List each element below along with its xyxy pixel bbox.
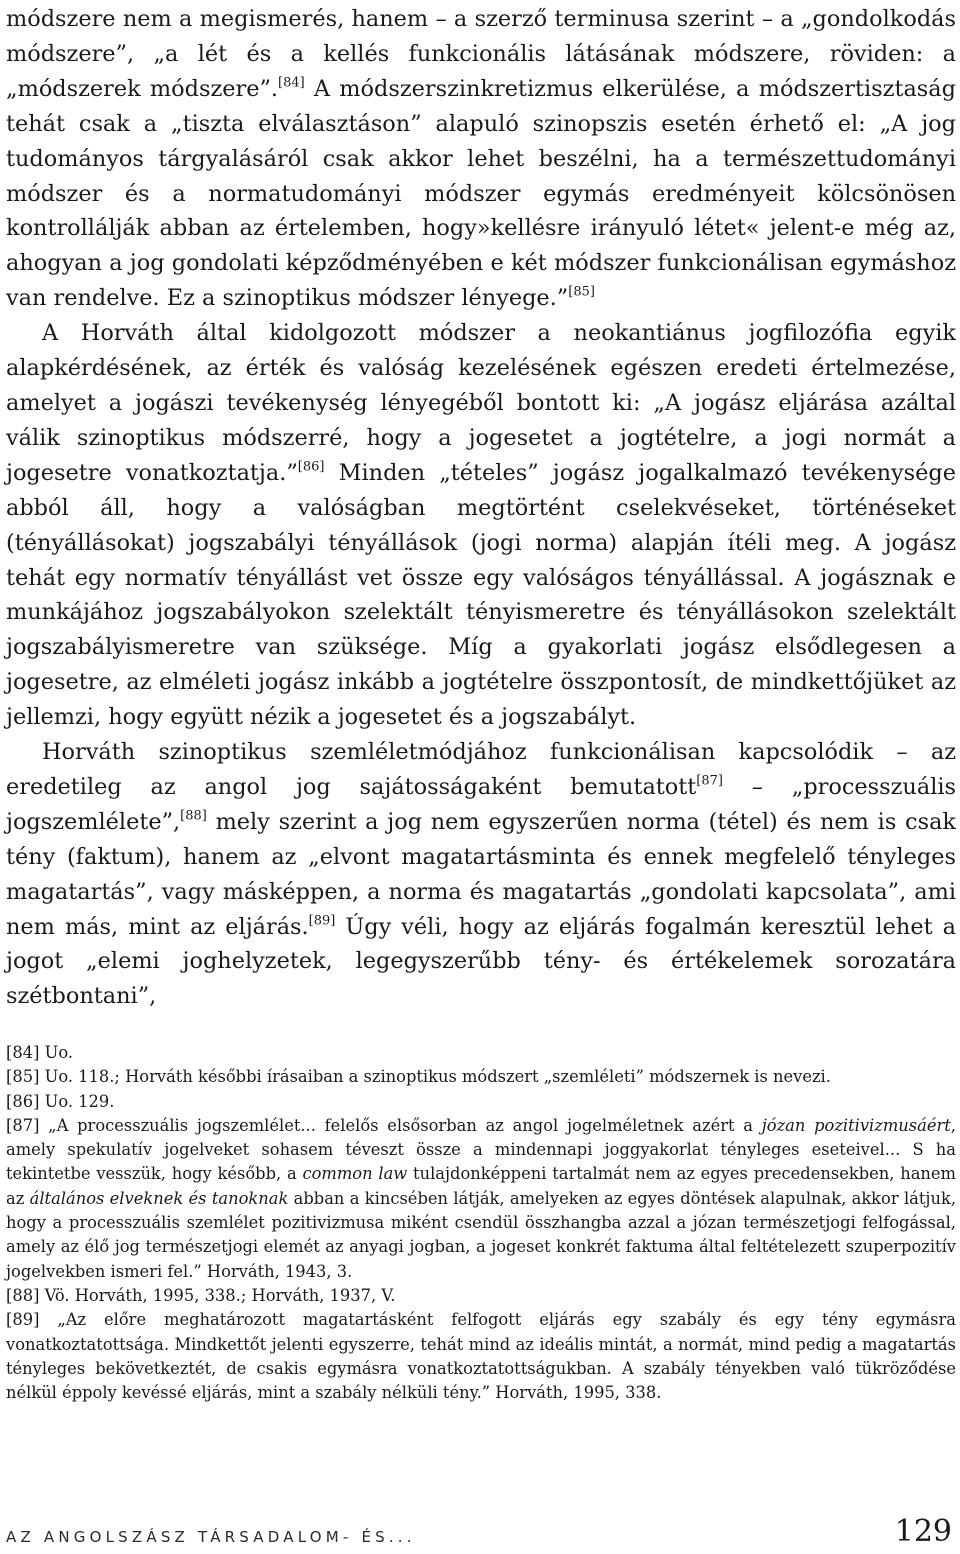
paragraph: Horváth szinoptikus szemléletmódjához funkcionálisan kapcsolódik – az eredetileg az angol jog sajátosságaként bemutatott[87] – „processzuális jogszemlélete”,[88] mely szerint a jog nem egyszerűen norma (tétel) és nem is csak tény (faktum), hanem az „elvont magatartásminta és ennek megfelelő tényleges magatartás”, vagy másképpen, a norma és magatartás „gondolati kapcsolata”, ami nem más, mint az eljárás.[89] Úgy véli, hogy az eljárás fogalmán keresztül lehet a jogot „elemi joghelyzetek, legegyszerűbb tény- és értékelemek sorozatára szétbontani”, (6, 739, 957, 1010)
footnote: [85] Uo. 118.; Horváth későbbi írásaiban a szinoptikus módszert „szemléleti” módszernek is nevezi. (6, 1067, 831, 1087)
footnote-ref[interactable]: [89] (308, 912, 336, 928)
paragraph: A Horváth által kidolgozott módszer a neokantiánus jogfilozófia egyik alapkérdésének, az érték és valóság kezelésének egészen eredeti értelmezése, amelyet a jogászi tevékenység lényegéből bontott ki: „A jogász eljárása azáltal válik szinoptikus módszerré, hogy a jogesetet a jogtételre, a jogi normát a jogesetre vonatkoztatja.”[86] Minden „tételes” jogász jogalkalmazó tevékenysége abból áll, hogy a valóságban megtörtént cselekvéseket, történéseket (tényállásokat) jogszabályi tényállások (jogi norma) alapján ítéli meg. A jogász tehát egy normatív tényállást vet össze egy valóságos tényállással. A jogásznak e munkájához jogszabályokon szelektált tényismeretre és tényállásokon szelektált jogszabályismeretre van szüksége. Míg a gyakorlati jogász elsődlegesen a jogesetre, az elméleti jogász inkább a jogtételre összpontosít, de mindkettőjüket az jellemzi, hogy együtt nézik a jogesetet és a jogszabályt. (6, 320, 956, 731)
footnote-ref[interactable]: [85] (568, 284, 595, 300)
running-head: AZ ANGOLSZÁSZ TÁRSADALOM- ÉS... (6, 1528, 416, 1546)
body-text (6, 2, 956, 1014)
footnote: [86] Uo. 129. (6, 1091, 115, 1111)
footnote-ref[interactable]: [88] (180, 808, 207, 824)
footnote-ref[interactable]: [84] (278, 75, 305, 91)
footnote-ref[interactable]: [87] (696, 773, 723, 789)
page-footer (6, 1514, 952, 1554)
footnote: [87] „A processzuális jogszemlélet... felelős elsősorban az angol jogelméletnek azért a józan pozitivizmusáért, amely spekulatív jogelveket sohasem téveszt össze a mindennapi joggyakorlat tényleges eseteivel... S ha tekintetbe vesszük, hogy később, a common law tulajdonképpeni tartalmát nem az egyes precedensekben, hanem az általános elveknek és tanoknak abban a kincsében látják, amelyeken az egyes döntések alapulnak, akkor látjuk, hogy a processzuális szemlélet pozitivizmusa miként csendül összhangba azzal a józan természetjogi felfogással, amely az élő jog természetjogi elemét az anyagi jogban, a jogeset konkrét faktuma által feltételezett szuperpozitív jogelvekben ismeri fel.” Horváth, 1943, 3. (6, 1115, 956, 1281)
footnote: [84] Uo. (6, 1043, 74, 1062)
page-number: 129 (894, 1514, 952, 1549)
footnote-ref[interactable]: [86] (297, 459, 325, 475)
paragraph: módszere nem a megismerés, hanem – a szerző terminusa szerint – a „gondolkodás módszere”, „a lét és a kellés funkcionális látásának módszere, röviden: a „módszerek módszere”.[84] A módszerszinkretizmus elkerülése, a módszertisztaság tehát csak a „tiszta elválasztáson” alapuló szinopszis esetén érhető el: „A jog tudományos tárgyalásáról csak akkor lehet beszélni, ha a természettudományi módszer és a normatudományi módszer egymás eredményeit kölcsönösen kontrollálják abban az értelemben, hogy»kellésre irányuló létet« jelent-e még az, ahogyan a jog gondolati képződményében e két módszer funkcionálisan egymáshoz van rendelve. Ez a szinoptikus módszer lényege.”[85] (6, 6, 956, 312)
footnote: [89] „Az előre meghatározott magatartásként felfogott eljárás egy szabály és egy tény egymásra vonatkoztatottsága. Mindkettőt jelenti egyszerre, tehát mind az ideális mintát, a normát, mind pedig a magatartás tényleges bekövetkeztét, de csakis egymásra vonatkoztatottságukban. A szabály tényekben való tükröződése nélkül éppoly kevéssé eljárás, mint a szabály nélküli tény.” Horváth, 1995, 338. (6, 1310, 956, 1403)
footnotes (6, 1041, 956, 1405)
footnote: [88] Vö. Horváth, 1995, 338.; Horváth, 1937, V. (6, 1285, 396, 1305)
